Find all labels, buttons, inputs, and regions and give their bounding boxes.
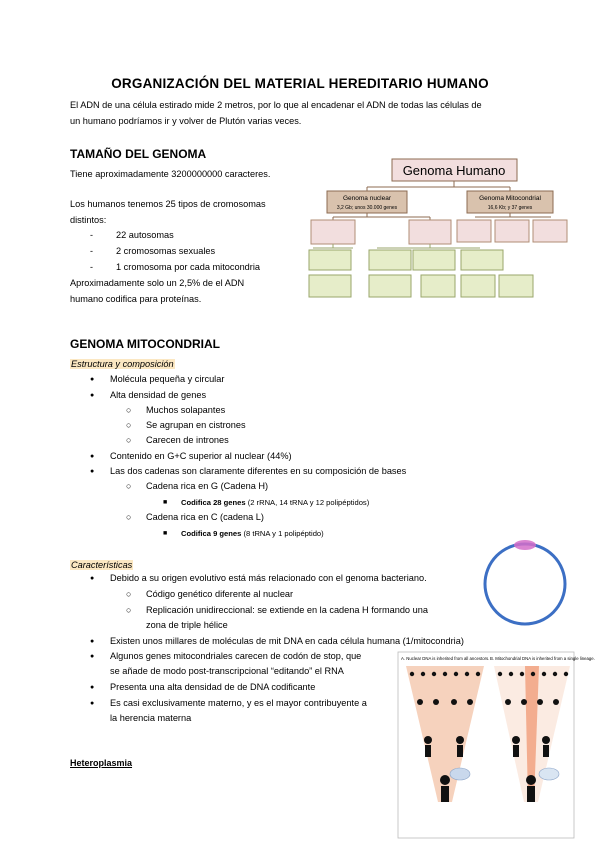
diagram-box <box>461 275 495 297</box>
list-item: ○ Se agrupan en cistrones <box>126 418 246 433</box>
mtdna-dloop <box>514 540 536 550</box>
chromosome-types-2: distintos: <box>70 215 107 225</box>
list-item-continued: se añade de modo post-transcripcional “editando” el RNA <box>110 666 344 676</box>
diagram-box <box>311 220 355 244</box>
figure-caption-b: B. Mitochondrial DNA is inherited from a single lineage. <box>490 656 595 661</box>
list-item: ● Las dos cadenas son claramente diferentes en su composición de bases <box>90 464 406 479</box>
list-item: ● Alta densidad de genes <box>90 388 206 403</box>
cell-illustration-b <box>539 768 559 780</box>
heteroplasmy-heading: Heteroplasmia <box>70 758 133 768</box>
intro-line-1: El ADN de una célula estirado mide 2 metros, por lo que al encadenar el ADN de todas las células de <box>70 100 482 110</box>
diagram-box <box>309 275 351 297</box>
list-item: ○ Cadena rica en G (Cadena H) <box>126 479 268 494</box>
list-item: ● Algunos genes mitocondriales carecen de codón de stop, que <box>90 649 361 664</box>
coding-percent-1: Aproximadamente solo un 2,5% de el ADN <box>70 278 245 288</box>
diagram-box <box>421 275 455 297</box>
mtdna-circle <box>478 535 572 629</box>
diagram-box <box>309 250 351 270</box>
page-title: ORGANIZACIÓN DEL MATERIAL HEREDITARIO HUMANO <box>111 76 489 91</box>
diagram-box <box>533 220 567 242</box>
coding-percent-2: humano codifica para proteínas. <box>70 294 202 304</box>
diagram-mito-sub: 16,6 Kb; y 37 genes <box>487 205 533 211</box>
diagram-box <box>461 250 503 270</box>
list-item: - 1 cromosoma por cada mitocondria <box>90 259 260 275</box>
list-item: ● Presenta una alta densidad de de DNA codificante <box>90 680 315 695</box>
cell-illustration-a <box>450 768 470 780</box>
diagram-nuclear-sub: 3,2 Gb; unos 30.000 genes <box>336 205 398 211</box>
diagram-box <box>495 220 529 242</box>
list-item-continued: zona de triple hélice <box>146 620 228 630</box>
list-item: ○ Carecen de intrones <box>126 433 229 448</box>
list-item: ● Debido a su origen evolutivo está más relacionado con el genoma bacteriano. <box>90 571 427 586</box>
genome-chars: Tiene aproximadamente 3200000000 caracteres. <box>70 169 271 179</box>
list-item: ○ Cadena rica en C (cadena L) <box>126 510 264 525</box>
list-item: ○ Código genético diferente al nuclear <box>126 587 293 602</box>
diagram-root-label: Genoma Humano <box>402 163 506 178</box>
list-item: ■ Codifica 9 genes (8 tRNA y 1 polipéptido) <box>163 526 324 541</box>
diagram-box <box>409 220 451 244</box>
diagram-box <box>457 220 491 242</box>
diagram-box <box>369 275 411 297</box>
structure-subheading: Estructura y composición <box>71 359 174 369</box>
diagram-nuclear-label: Genoma nuclear <box>342 195 392 202</box>
diagram-box <box>413 250 455 270</box>
intro-line-2: un humano podríamos ir y volver de Plutón varias veces. <box>70 116 302 126</box>
list-item: ■ Codifica 28 genes (2 rRNA, 14 tRNA y 12 polipéptidos) <box>163 495 369 510</box>
figure-caption-a: A. Nuclear DNA is inherited from all ancestors. <box>401 656 490 661</box>
list-item: - 22 autosomas <box>90 227 174 243</box>
inheritance-figure <box>398 652 595 838</box>
mtdna-ring <box>485 544 565 624</box>
list-item: ● Contenido en G+C superior al nuclear (44%) <box>90 449 292 464</box>
genome-diagram <box>305 157 570 305</box>
list-item: ● Molécula pequeña y circular <box>90 372 224 387</box>
list-item: ● Es casi exclusivamente materno, y es el mayor contribuyente a <box>90 696 367 711</box>
list-item: - 2 cromosomas sexuales <box>90 243 215 259</box>
list-item: ○ Replicación unidireccional: se extiende en la cadena H formando una <box>126 603 428 618</box>
chromosome-types-1: Los humanos tenemos 25 tipos de cromosomas <box>70 199 266 209</box>
characteristics-subheading: Características <box>71 560 133 570</box>
diagram-box <box>369 250 411 270</box>
genome-size-heading: TAMAÑO DEL GENOMA <box>70 147 207 161</box>
list-item: ● Existen unos millares de moléculas de mit DNA en cada célula humana (1/mitocondria) <box>90 634 464 649</box>
diagram-box <box>499 275 533 297</box>
list-item-continued: la herencia materna <box>110 713 192 723</box>
list-item: ○ Muchos solapantes <box>126 403 225 418</box>
mito-heading: GENOMA MITOCONDRIAL <box>70 337 220 351</box>
diagram-mito-label: Genoma Mitocondrial <box>479 195 541 202</box>
